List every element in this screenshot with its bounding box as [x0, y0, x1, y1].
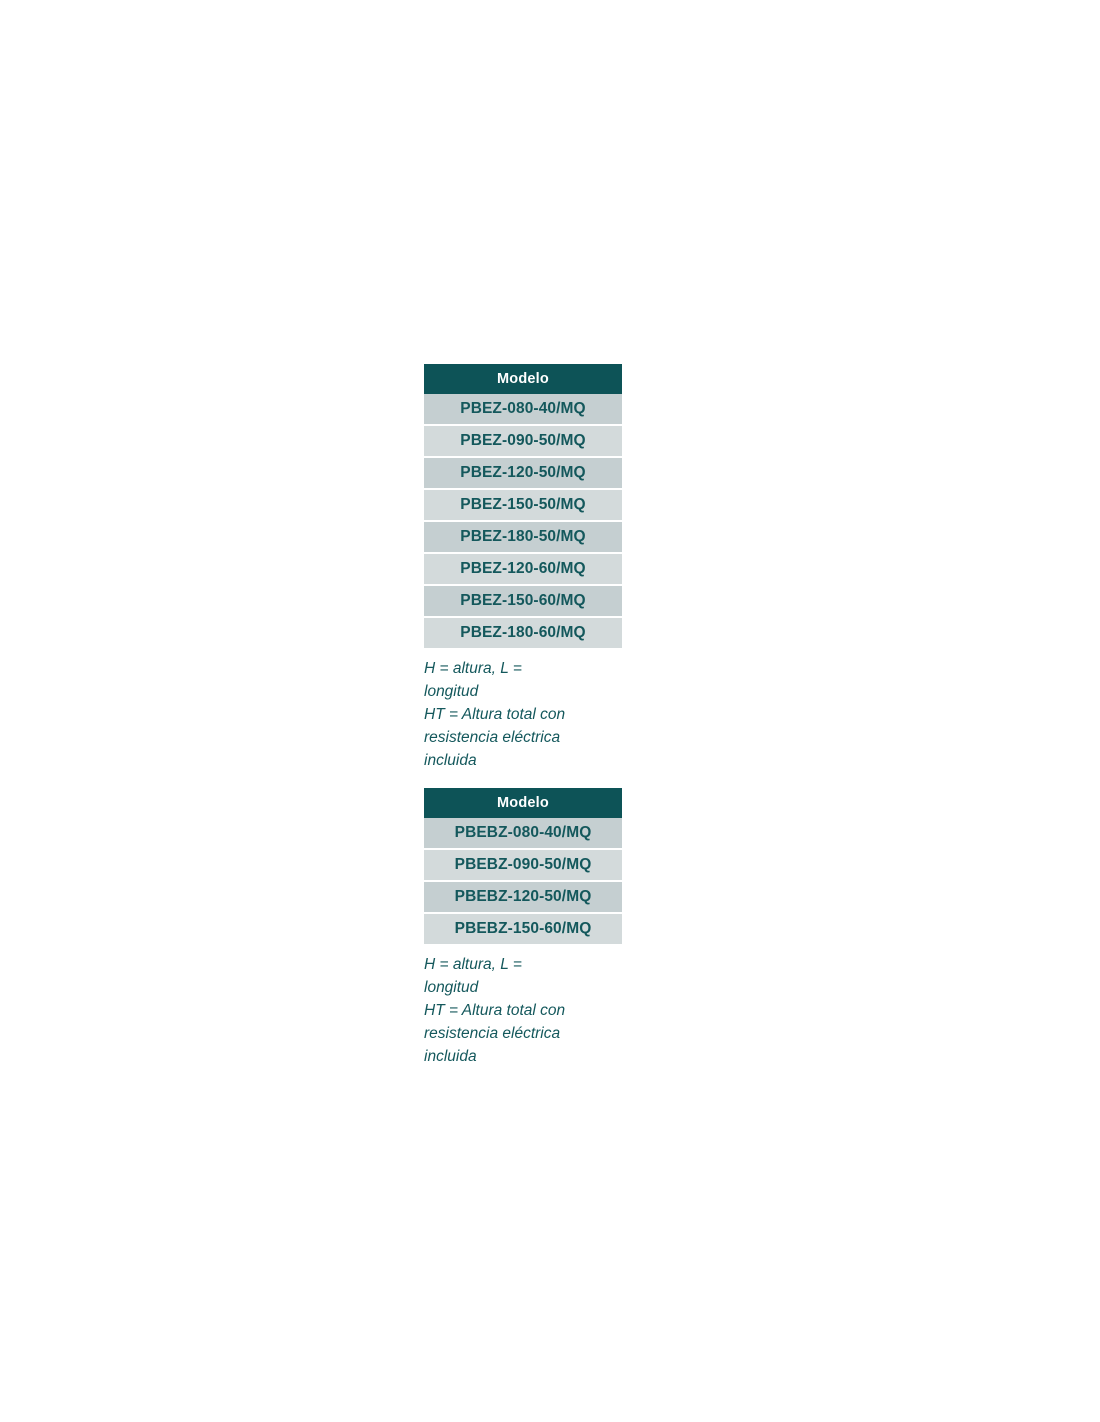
- model-table-block-pbebz: [424, 788, 622, 1069]
- note-line: longitud: [424, 682, 479, 700]
- table-note-pbebz: [424, 954, 622, 1069]
- model-cell: PBEZ-150-60/MQ: [424, 585, 622, 617]
- table-row: [424, 913, 622, 945]
- model-cell: PBEBZ-080-40/MQ: [424, 818, 622, 849]
- table-row: [424, 489, 622, 521]
- model-cell: PBEZ-180-50/MQ: [424, 521, 622, 553]
- model-cell: PBEZ-150-50/MQ: [424, 489, 622, 521]
- note-line: incluida: [424, 751, 477, 769]
- table-row: [424, 553, 622, 585]
- column-header-modelo: Modelo: [424, 788, 622, 818]
- note-line: H = altura, L =: [424, 956, 522, 973]
- table-note-pbez: [424, 658, 622, 773]
- table-row: [424, 394, 622, 425]
- model-table-pbez: [424, 364, 622, 650]
- model-cell: PBEZ-120-50/MQ: [424, 457, 622, 489]
- model-table-block-pbez: [424, 364, 622, 773]
- model-table-pbebz: [424, 788, 622, 946]
- model-cell: PBEZ-090-50/MQ: [424, 425, 622, 457]
- note-line: longitud: [424, 978, 479, 996]
- note-line: H = altura, L =: [424, 660, 522, 677]
- model-cell: PBEZ-120-60/MQ: [424, 553, 622, 585]
- model-cell: PBEBZ-090-50/MQ: [424, 849, 622, 881]
- table-row: [424, 881, 622, 913]
- model-cell: PBEZ-180-60/MQ: [424, 617, 622, 649]
- table-row: [424, 849, 622, 881]
- model-cell: PBEBZ-120-50/MQ: [424, 881, 622, 913]
- table-header-row: [424, 364, 622, 394]
- column-header-modelo: Modelo: [424, 364, 622, 394]
- table-row: [424, 585, 622, 617]
- model-cell: PBEBZ-150-60/MQ: [424, 913, 622, 945]
- note-line: resistencia eléctrica: [424, 1024, 561, 1042]
- table-row: [424, 521, 622, 553]
- note-line: HT = Altura total con: [424, 1001, 566, 1019]
- table-row: [424, 818, 622, 849]
- table-row: [424, 457, 622, 489]
- table-row: [424, 617, 622, 649]
- table-row: [424, 425, 622, 457]
- note-line: resistencia eléctrica: [424, 728, 561, 746]
- model-cell: PBEZ-080-40/MQ: [424, 394, 622, 425]
- note-line: incluida: [424, 1047, 477, 1065]
- note-line: HT = Altura total con: [424, 705, 566, 723]
- table-header-row: [424, 788, 622, 818]
